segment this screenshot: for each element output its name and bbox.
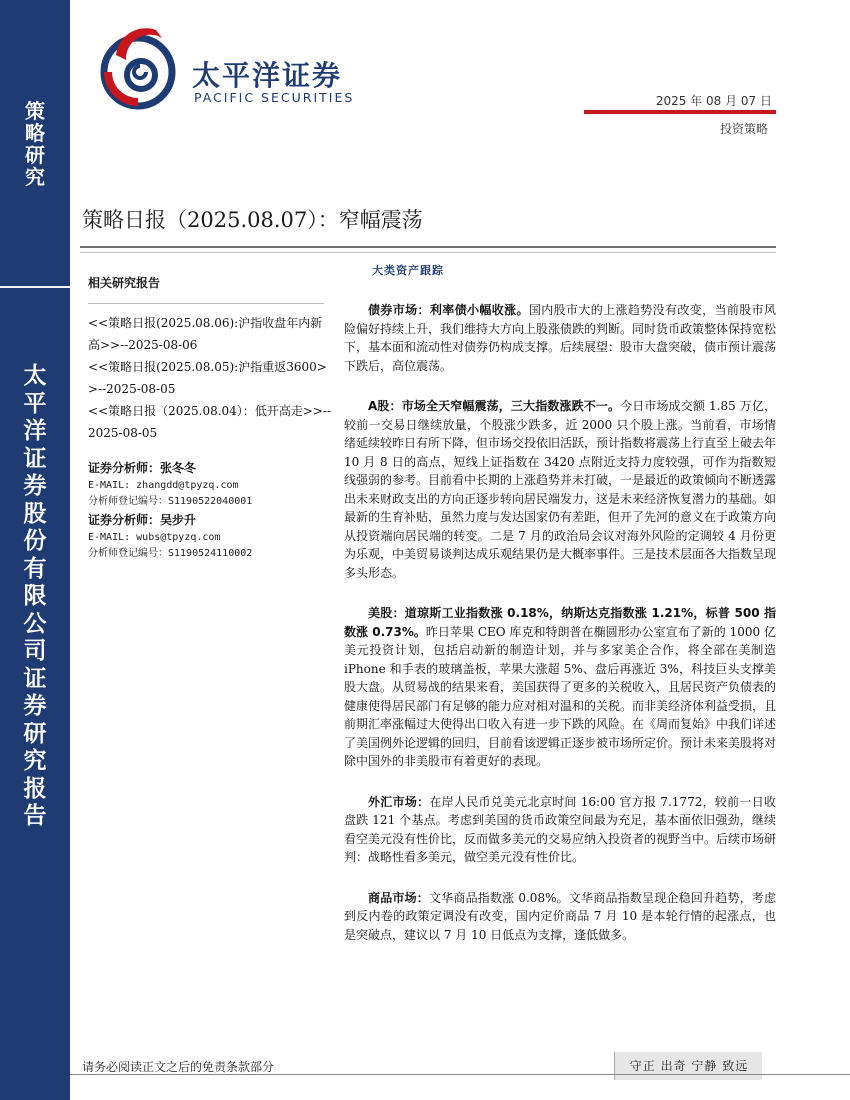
header-red-rule — [584, 110, 776, 114]
sidebar-company-label: 太 平 洋 证 券 股 份 有 限 公 司 证 券 研 究 报 告 — [23, 362, 47, 829]
logo-name-en: PACIFIC SECURITIES — [194, 90, 355, 105]
paragraph-body: 今日市场成交额 1.85 万亿，较前一交易日继续放量，个股涨少跌多，近 2000 只个股上涨。当前看，市场情绪延续较昨日有所下降，但市场交投依旧活跃，预计指数将震荡上行直至上破去年 10 月 8 日的高点，短线上证指数在 3420 点附近支持力度较强，可作为指数短线强弱的参考。目前看中长期的上涨趋势并未打破，一是最近的政策倾向不断透露出未来财政支出的方向正逐步转向居民端发力，这是未来经济恢复潜力的基础。如最新的生育补贴，虽然力度与发达国家仍有差距，但开了先河的意义在于政策方向从投资端向居民端的转变。二是 7 月的政治局会议对海外风险的定调较 4 月份更为乐观，中美贸易谈判达成乐观结果仍是大概率事件。三是技术层面各大指数呈现多头形态。 — [344, 399, 777, 580]
analyst-registration: 分析师登记编号：S1190522040001 — [88, 496, 253, 507]
sidebar-divider — [0, 286, 70, 288]
report-title: 策略日报（2025.08.07）：窄幅震荡 — [82, 208, 423, 232]
left-separator — [88, 303, 324, 304]
related-report-link[interactable]: <<策略日报（2025.08.04）：低开高走>>--2025-08-05 — [88, 404, 332, 440]
paragraph-lead: 美股：道琼斯工业指数涨 0.18%，纳斯达克指数涨 1.21%，标普 500 指数涨 0.73%。 — [344, 606, 776, 639]
footer-rule — [70, 1074, 850, 1075]
related-reports-heading: 相关研究报告 — [88, 276, 161, 290]
analyst-email[interactable]: E-MAIL: zhangdd@tpyzq.com — [88, 480, 239, 491]
analyst-email[interactable]: E-MAIL: wubs@tpyzq.com — [88, 532, 221, 543]
bond-market-paragraph — [344, 301, 776, 375]
paragraph-lead: 商品市场： — [368, 890, 429, 905]
section-heading: 大类资产跟踪 — [372, 264, 444, 277]
us-stock-paragraph — [344, 604, 776, 771]
company-motto: 守正 出奇 宁静 致远 — [629, 1059, 749, 1073]
sidebar-top-label: 策 略 研 究 — [25, 99, 45, 189]
commodity-market-paragraph — [344, 889, 776, 945]
paragraph-body: 文华商品指数涨 0.08%。文华商品指数呈现企稳回升趋势，考虑到反内卷的政策定调没有改变，国内定价商品 7 月 10 是本轮行情的起涨点，也是突破点，建议以 7 月 10 日低点为支撑，逢低做多。 — [344, 890, 776, 942]
paragraph-body: 国内股市大的上涨趋势没有改变，当前股市风险偏好持续上升，我们维持大方向上股涨债跌的判断。同时货币政策整体保持宽松下，基本面和流动性对债券仍构成支撑。后续展望：股市大盘突破，债市预计震荡下跌后，高位震荡。 — [344, 303, 777, 373]
company-logo — [96, 20, 386, 120]
paragraph-body: 昨日苹果 CEO 库克和特朗普在椭圆形办公室宣布了新的 1000 亿美元投资计划，包括启动新的制造计划，并与多家美企合作，将全部在美制造 iPhone 和手表的玻璃盖板，苹果大涨超 5%、盘后再涨近 3%，科技巨头支撑美股大盘。从贸易战的结果来看，美国获得了更多的关税收入，且居民资产负债表的健康使得居民部门有足够的能力应对相对温和的关税。而非美经济体利益受损，且前期汇率涨幅过大使得出口收入有进一步下跌的风险。在《周而复始》中我们详述了美国例外论逻辑的回归，目前看该逻辑正逐步被市场所定价。预计未来美股将对除中国外的非美股市有着更好的表现。 — [344, 624, 777, 768]
left-column — [88, 264, 332, 562]
fx-market-paragraph — [344, 793, 776, 867]
logo-mark-icon — [96, 20, 186, 110]
a-share-paragraph — [344, 397, 776, 582]
paragraph-lead: A股：市场全天窄幅震荡，三大指数涨跌不一。 — [368, 399, 621, 413]
logo-name-cn: 太平洋证券 — [192, 59, 343, 92]
paragraph-lead: 债券市场：利率债小幅收涨。 — [368, 303, 529, 317]
main-column — [344, 262, 776, 966]
related-report-link[interactable]: <<策略日报(2025.08.05):沪指重返3600>>--2025-08-05 — [88, 360, 327, 396]
analyst-name: 证券分析师：张冬冬 — [88, 461, 197, 475]
analyst-name: 证券分析师：吴步升 — [88, 513, 197, 527]
motto-box — [614, 1052, 762, 1080]
paragraph-body: 在岸人民币兑美元北京时间 16:00 官方报 7.1772，较前一日收盘跌 121 个基点。考虑到美国的货币政策空间最为充足，基本面依旧强劲，继续看空美元没有性价比，反而做多美元的交易应纳入投资者的视野当中。后续市场研判：战略性看多美元，做空美元没有性价比。 — [344, 794, 777, 864]
title-rule — [80, 246, 776, 248]
analyst-registration: 分析师登记编号：S1190524110002 — [88, 548, 253, 559]
report-type: 投资策略 — [719, 122, 768, 136]
title-rule-secondary — [80, 252, 776, 253]
disclaimer-note: 请务必阅读正文之后的免责条款部分 — [82, 1060, 275, 1074]
report-date: 2025 年 08 月 07 日 — [655, 94, 772, 108]
paragraph-lead: 外汇市场： — [368, 794, 430, 809]
related-report-link[interactable]: <<策略日报(2025.08.06):沪指收盘年内新高>>--2025-08-06 — [88, 316, 323, 352]
